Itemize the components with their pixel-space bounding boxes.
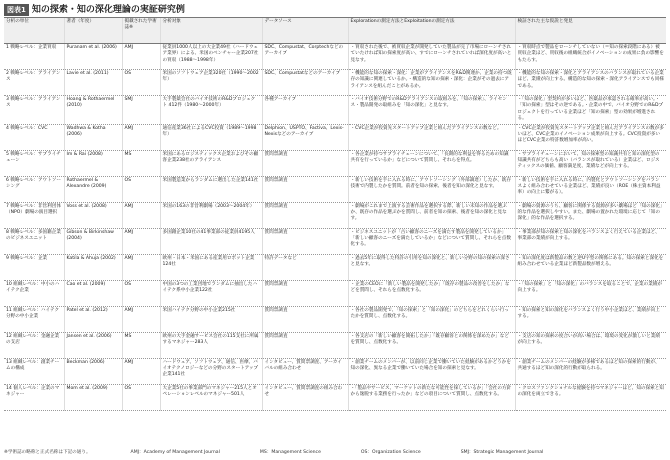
cell-subject: 通信産業36社によるCVC投資（1989～1998年）: [160, 124, 262, 150]
footnote-smj: SMJ：Strategic Management Journal: [460, 450, 544, 455]
cell-findings: ・「知の探索」と「知の深化」のバランスを取ることで、企業の業績が向上する。: [515, 280, 666, 306]
cell-journal: AMJ: [122, 124, 160, 150]
cell-journal: OS: [122, 280, 160, 306]
cell-source: 質問票調査: [262, 280, 348, 306]
cell-findings: ・サプライチェーンにおいて、知の探索型の知識共有と知の深化型の知識共有がどちらも高い（バランスが取れている）企業ほど、ロジスティックスの価値、顧客満足度、業績などが向上する。: [515, 150, 666, 176]
column-header-author: 著者（年度）: [64, 18, 122, 44]
cell-subject: 大手製薬会社のバイオ技術のR&Dプロジェクト 412件（1980～2000年）: [160, 96, 262, 125]
cell-measure: ・各企業が持つサプライチェーンについて、「長期的な利益を得るための知識共有を行っているか」などについて質問し、それらを得点。: [348, 150, 515, 176]
figure-label: 図表1: [4, 4, 29, 16]
cell-subject: 大企業5社の事業部門のマネジャー215人とオペレーションレベルのマネジャー501人: [160, 384, 262, 410]
cell-journal: SMJ: [122, 96, 160, 125]
table-row: [4, 384, 666, 410]
cell-unit: 4 戦略レベル：CVC: [4, 124, 64, 150]
cell-subject: 欧州・日本・米国にある産業用ロボット企業124社: [160, 254, 262, 280]
cell-source: 質問票調査: [262, 150, 348, 176]
cell-author: Mom et al. (2009): [64, 384, 122, 410]
table-row: [4, 176, 666, 202]
cell-journal: AMJ: [122, 254, 160, 280]
cell-measure: ・各支店の「新しい顧客を開拓したか」「既存顧客との関係を深めたか」などを質問し、点数化する。: [348, 332, 515, 358]
cell-unit: 3 戦略レベル：アライアンス: [4, 96, 64, 125]
cell-measure: ・機能的な知の探索・深化：企業がアライアンスをR&D関連か、企業の持つ既存の知識に関連しているか。・構造的な知の探索・深化：企業がその過去にアライアンスを組んだことがあるか。: [348, 70, 515, 96]
cell-measure: ・バイオ技術分野でのR&Dアライアンスの取組みを、「知の探索」、ライセンス・製品開発の取組みを「知の深化」と見なす。: [348, 96, 515, 125]
cell-unit: 2 戦略レベル：アライアンス: [4, 70, 64, 96]
cell-findings: ・支店の知の探索の度合いが高い場合は、環境の変化が激しいと業績が向上する。: [515, 332, 666, 358]
table-header-row: [4, 18, 666, 44]
cell-subject: ハードウェア、ソフトウェア、通信、医療、バイオテクノロジーなどの分野のスタートアップ企業141社: [160, 358, 262, 384]
cell-source: 特許データなど: [262, 254, 348, 280]
cell-journal: OS: [122, 70, 160, 96]
figure-title: [4, 3, 185, 16]
cell-measure: ・劇場がこれまで上演する芸術作品を選択する際、新しい未知の作品を選ぶか、既存の作品を選ぶかを質問し、前者を知の探索、後者を知の深化と見なす。: [348, 202, 515, 228]
column-header-journal: 掲載された学術誌※: [122, 18, 160, 44]
cell-findings: ・CVC企業が投資先スタートアップ企業と組んだアライアンスの数が多いほど、CVC企業のイノベーション成果が向上する。CVC投資が多いほどCVC企業の特許数増加率が高い。: [515, 124, 666, 150]
table-row: [4, 124, 666, 150]
cell-source: 質問票調査: [262, 306, 348, 332]
cell-findings: ・事業部が知の探索と知の深化をバランスよく行えている企業ほど、事業部の業績が向上する。: [515, 228, 666, 254]
cell-subject: 米国のソフトウェア企業320社（1990～2002年）: [160, 70, 262, 96]
cell-subject: 米国にあるロジスティックス企業およびその顧客企業238社のアライアンス: [160, 150, 262, 176]
footnote-amj: AMJ：Academy of Management Journal: [130, 450, 220, 455]
cell-measure: ・創業チームのメンバーが、以前同じ企業で働いていた経験があるかどうかを知の深化、異なる企業で働いていた場合を知の探索と見なす。: [348, 358, 515, 384]
table-row: [4, 280, 666, 306]
cell-author: Hoang & Rothaermel (2010): [64, 96, 122, 125]
cell-findings: ・劇場の資源のうち、顧客に関係する資源が多い劇場ほど「知の深化」的な作品を選択しやすい。また、劇場の置かれた環境に応じて「知の深化」的な作品を選択する。: [515, 202, 666, 228]
cell-measure: ・企業のCEOに「新しい製品を開発したか」「既存の製品の改善をしたか」などを質問し、それらを点数化する。: [348, 280, 515, 306]
table-row: [4, 254, 666, 280]
cell-subject: 欧州の大手金融サービス会社の115支社に所属するマネジャー283人: [160, 332, 262, 358]
cell-findings: ・クロスファンクショナルな経験を持つマネジャーほど、知の探索と知の深化を両立できる。: [515, 384, 666, 410]
cell-author: Rothaermel & Alexandre (2009): [64, 176, 122, 202]
cell-measure: ・ビジネスユニットが「古い顧客のニーズを満たす製品を開発しているか」「新しい顧客のニーズを満たしているか」などについて質問し、それらを点数化する。: [348, 228, 515, 254]
cell-journal: MS: [122, 150, 160, 176]
cell-source: Delphion、USPTO、Factiva、Lexis-Nexisなどのアーカイブ: [262, 124, 348, 150]
cell-measure: ・新しい技術を手に入れる時に、アウトソーシング（外部調達）したか、既存技術で内製したかを質問。前者を知の探索、後者を知の深化と見なす。: [348, 176, 515, 202]
cell-author: Jansen et al. (2006): [64, 332, 122, 358]
cell-measure: ・「製品やサービス、マーケットの新たな可能性を探しているか」「会社の方針から逸脱する業務を行ったか」などの項目について質問し、点数化する。: [348, 384, 515, 410]
table-row: [4, 202, 666, 228]
cell-unit: 8 戦略レベル：多国籍企業のビジネスユニット: [4, 228, 64, 254]
cell-subject: 米国の163の非営利劇場（2003～2004年）: [160, 202, 262, 228]
cell-subject: 米国製造業からランダムに選出した企業141社: [160, 176, 262, 202]
column-header-unit: 分析の単位: [4, 18, 64, 44]
cell-journal: AMJ: [122, 306, 160, 332]
cell-unit: 7 戦略レベル：非営利団体（NPO）劇場の演目選択: [4, 202, 64, 228]
cell-source: 質問票調査: [262, 202, 348, 228]
table-row: [4, 332, 666, 358]
cell-findings: ・創業チームのメンバーの経験が多様であるほど知の探索的行動が、共通するほど知の深化的行動が取られる。: [515, 358, 666, 384]
cell-findings: ・「知の深化」型契約が多いほど、医薬品が承認される確率が高い。・「知の探索」型はその逆である。・企業の中で、バイオ分野でのR&Dプロジェクトを行っている企業ほど「知の探索」型の効果が増進される。: [515, 96, 666, 125]
figure-title-text: 知の探索・知の深化理論の実証研究例: [31, 4, 185, 15]
cell-author: Wadhwa & Kotha (2006): [64, 124, 122, 150]
cell-author: Patel et al. (2012): [64, 306, 122, 332]
cell-unit: 14 個人レベル：企業のマネジャー: [4, 384, 64, 410]
cell-journal: AMJ: [122, 44, 160, 70]
cell-unit: 1 戦略レベル：企業買収: [4, 44, 64, 70]
cell-journal: AMJ: [122, 358, 160, 384]
cell-unit: 10 組織レベル：中小のハイテク企業: [4, 280, 64, 306]
cell-source: インタビュー、質問票調査の組み合わせ: [262, 384, 348, 410]
cell-subject: 中国の3つの工業団地でランダムに抽出したハイテク系中小企業122社: [160, 280, 262, 306]
cell-findings: ・知の探索と知の深化をバランスよく行う中小企業ほど、業績が向上する。: [515, 306, 666, 332]
cell-findings: ・機能的な知の探索・深化とアライアンスのバランスが取れている企業ほど、業績が向上する。構造的な知の探索・深化アライアンスでも同様である。: [515, 70, 666, 96]
cell-source: 質問票調査: [262, 176, 348, 202]
cell-measure: ・過去5年に取得した特許の引用を知の深化と、新しい分野の知の探索の深さと見なす。: [348, 254, 515, 280]
cell-source: インタビュー、質問票調査、アーカイバルの組み合わせ: [262, 358, 348, 384]
footnote-os: OS：Organization Science: [360, 450, 421, 455]
cell-author: Cao et al. (2009): [64, 280, 122, 306]
cell-findings: ・買収時点で製品をローンチしていない（＝知の探索段階にある）被買収企業ほど、買収後の組織統合がイノベーションの成果に負の影響をもたらす。: [515, 44, 666, 70]
cell-journal: AMJ: [122, 228, 160, 254]
cell-author: Beckman (2006): [64, 358, 122, 384]
cell-unit: 11 組織レベル：ハイテク分野の中小企業: [4, 306, 64, 332]
column-header-measure: Explorationの測定方法とExploitationの測定方法: [348, 18, 515, 44]
cell-subject: 米国ハイテク分野の中小企業215社: [160, 306, 262, 332]
table-row: [4, 70, 666, 96]
cell-measure: ・CVC企業が投資先スタートアップ企業と組んだアライアンスの数など。: [348, 124, 515, 150]
research-table: [4, 17, 666, 411]
cell-findings: ・知の深化度は新製品の数と逆U字型の関係にある。知の探索と深化を組み合わせている企業ほど新製品数が増える。: [515, 254, 666, 280]
cell-unit: 13 組織レベル：創業チームの構成: [4, 358, 64, 384]
footnote-text: ※学術誌の略称と正式名称は下記の通り。: [4, 450, 91, 455]
table-row: [4, 228, 666, 254]
cell-source: SDC、Compustat、Corptechなどのアーカイブ: [262, 44, 348, 70]
table-row: [4, 358, 666, 384]
cell-journal: OS: [122, 384, 160, 410]
cell-subject: 従業員1000人以上の大企業49社（ハードウェア業界）による、米国のベンチャー企業207社の買収（1988～1998年）: [160, 44, 262, 70]
table-footnote: [4, 449, 666, 456]
cell-author: Im & Rai (2008): [64, 150, 122, 176]
column-header-findings: 検証された主な仮説と発見: [515, 18, 666, 44]
cell-author: Puranam et al. (2006): [64, 44, 122, 70]
cell-author: Katila & Ahuja (2002): [64, 254, 122, 280]
cell-unit: 5 戦略レベル：サプライチェーン: [4, 150, 64, 176]
cell-author: Lavie et al. (2011): [64, 70, 122, 96]
cell-author: Voss et al. (2008): [64, 202, 122, 228]
cell-subject: 多国籍企業10社の41事業部の従業員4195人: [160, 228, 262, 254]
table-row: [4, 44, 666, 70]
cell-journal: MS: [122, 332, 160, 358]
table-row: [4, 306, 666, 332]
cell-journal: OS: [122, 176, 160, 202]
cell-unit: 9 戦略レベル：企業: [4, 254, 64, 280]
table-row: [4, 96, 666, 125]
cell-source: 質問票調査: [262, 332, 348, 358]
cell-findings: ・新しい技術を手に入れる時に、内製化とアウトソーシングをバランスよく組み合わせている企業ほど、業績が良い（ROE（株主資本利益率）の向上に繋がる）。: [515, 176, 666, 202]
cell-journal: AMJ: [122, 202, 160, 228]
cell-measure: ・各社の製品開発で、「知の探索」と「知の深化」のどちらをどれくらい行ったかを質問し、点数化する。: [348, 306, 515, 332]
cell-unit: 12 組織レベル：金融企業の支店: [4, 332, 64, 358]
cell-unit: 6 戦略レベル：アウトソーシング: [4, 176, 64, 202]
column-header-source: データソース: [262, 18, 348, 44]
cell-author: Gibson & Birkinshaw (2004): [64, 228, 122, 254]
cell-source: 質問票調査: [262, 228, 348, 254]
footnote-ms: MS：Management Science: [259, 450, 321, 455]
table-row: [4, 150, 666, 176]
column-header-subject: 分析対象: [160, 18, 262, 44]
cell-measure: ・買収された後で、被買収企業が開発していた製品が完了市場にローンチされていたければ知の探索度が高い、すでにローンチされていれば深化度が高いと見なす。: [348, 44, 515, 70]
cell-source: SDC、Compustatなどのアーカイブ: [262, 70, 348, 96]
cell-source: 各種アーカイブ: [262, 96, 348, 125]
